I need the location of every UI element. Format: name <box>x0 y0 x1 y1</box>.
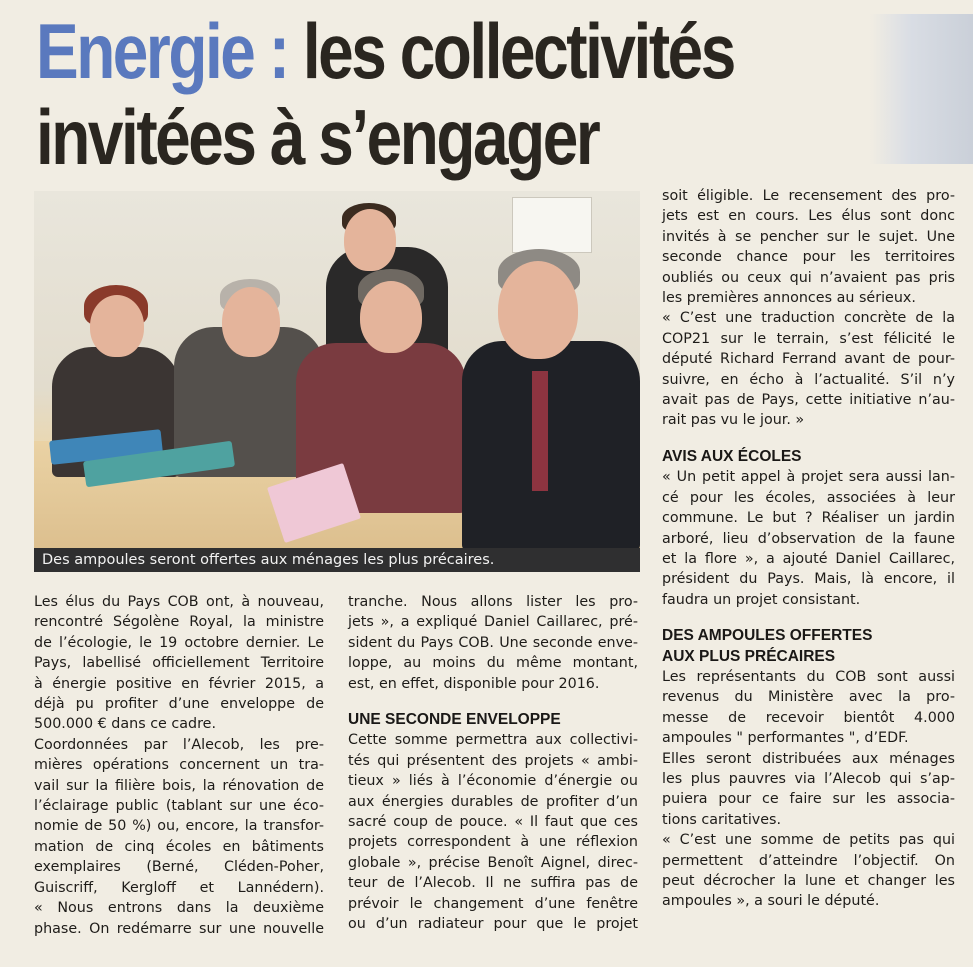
body-line: rait pas vu le jour. » <box>662 412 805 429</box>
body-line: sacré coup de pouce. « Il faut que ces <box>348 814 638 831</box>
paragraph-gap <box>662 610 955 626</box>
body-line: nomie de 50 %) ou, encore, la transfor- <box>34 818 324 835</box>
body-line: suivre, en écho à l’actualité. S’il n’y <box>662 371 955 388</box>
body-line: jets », a expliqué Daniel Caillarec, pré- <box>348 614 638 631</box>
section-heading: UNE SECONDE ENVELOPPE <box>348 711 561 729</box>
body-line: vail sur la filière bois, la rénovation de <box>34 777 324 794</box>
body-line: invités à se pencher sur le sujet. Une <box>662 228 955 245</box>
section-heading: DES AMPOULES OFFERTES <box>662 627 873 645</box>
body-line: tranche. Nous allons lister les pro- <box>348 594 638 610</box>
body-line: faudra un projet consistant. <box>662 591 861 608</box>
body-line: avait pas de Pays, cette initiative n’au- <box>662 392 955 409</box>
body-line: Coordonnées par l’Alecob, les pre- <box>34 736 324 753</box>
body-line: phase. On redémarre sur une nouvelle <box>34 920 324 937</box>
body-line: de l’écologie, le 19 octobre dernier. Le <box>34 634 324 651</box>
body-line: « C’est une traduction concrète de la <box>662 310 955 327</box>
body-line: puiera pour ce faire sur les associa- <box>662 791 955 808</box>
body-line: prévoir le changement d’une fenêtre <box>348 895 638 912</box>
body-line: jets est en cours. Les élus sont donc <box>662 208 955 225</box>
body-line: ampoules », a souri le député. <box>662 893 880 910</box>
body-line: l’éclairage public (tablant sur une éco- <box>34 798 324 815</box>
body-line: « Nous entrons dans la deuxième <box>34 900 324 917</box>
body-line: revenus du Ministère avec la pro- <box>662 689 955 706</box>
body-line: messe de recevoir bientôt 4.000 <box>662 709 955 726</box>
body-line: oubliés ou ceux qui n’avaient pas pris <box>662 269 955 286</box>
section-heading: AVIS AUX ÉCOLES <box>662 447 802 465</box>
body-line: mation de cinq écoles en bâtiments <box>34 838 324 855</box>
body-line: tés qui présentent des projets « ambi- <box>348 752 638 769</box>
body-line: et la flore », a ajouté Daniel Caillarec, <box>662 550 955 567</box>
body-line: rencontré Ségolène Royal, la ministre <box>34 614 324 631</box>
body-line: 500.000 € dans ce cadre. <box>34 716 216 733</box>
body-line: aux énergies durables de profiter d’un <box>348 793 638 810</box>
body-line: déjà pu profiter d’une enveloppe de <box>34 696 324 713</box>
body-line: teur de l’Alecob. Il ne suffira pas de <box>348 875 638 892</box>
body-line: est, en effet, disponible pour 2016. <box>348 675 600 692</box>
article-photo <box>34 191 640 548</box>
body-line: ampoules " performantes ", d’EDF. <box>662 730 909 747</box>
body-line: arboré, lieu d’observation de la faune <box>662 530 955 547</box>
body-line: seconde chance pour les territoires <box>662 249 955 266</box>
body-line: mières opérations concernent un tra- <box>34 757 324 774</box>
body-line: « Un petit appel à projet sera aussi lan- <box>662 469 955 486</box>
headline-keyword: Energie : <box>36 7 288 95</box>
wall-poster <box>512 197 592 253</box>
body-line: député Richard Ferrand avant de pour- <box>662 351 955 368</box>
body-line: permettent d’atteindre l’objectif. On <box>662 852 955 869</box>
adjacent-article-fragment <box>870 14 973 164</box>
body-line: commune. Le but ? Réaliser un jardin <box>662 510 955 527</box>
paragraph-gap <box>662 431 955 447</box>
body-line: loppe, au moins du même montant, <box>348 655 638 672</box>
body-line: exemplaires (Berné, Cléden-Poher, <box>34 859 324 876</box>
body-line: Cette somme permettra aux collectivi- <box>348 732 638 749</box>
section-heading: AUX PLUS PRÉCAIRES <box>662 647 836 665</box>
paragraph-gap <box>348 694 638 710</box>
body-line: peut décrocher la lune et changer les <box>662 873 955 889</box>
body-line: tieux » liés à l’économie d’énergie ou <box>348 773 638 790</box>
article-column-1 <box>34 592 324 939</box>
article-column-2 <box>348 592 638 935</box>
body-line: à énergie positive en février 2015, a <box>34 675 324 692</box>
body-line: Les représentants du COB sont aussi <box>662 668 955 685</box>
headline-line-2: invitées à s’engager <box>36 93 599 181</box>
photo-caption: Des ampoules seront offertes aux ménages les plus précaires. <box>34 548 640 572</box>
body-line: ou d’un radiateur pour que le projet <box>348 916 638 933</box>
body-line: Guiscriff, Kergloff et Lannédern). <box>34 879 324 896</box>
body-line: cé pour les écoles, associées à leur <box>662 489 955 506</box>
body-line: soit éligible. Le recensement des pro- <box>662 188 955 204</box>
body-line: Pays, labellisé officiellement Territoire <box>34 655 324 672</box>
body-line: Les élus du Pays COB ont, à nouveau, <box>34 594 324 610</box>
body-line: COP21 sur le terrain, s’est félicité le <box>662 330 955 347</box>
body-line: Elles seront distribuées aux ménages <box>662 750 955 767</box>
headline-line-1 <box>36 8 774 94</box>
body-line: les premières annonces au sérieux. <box>662 290 916 307</box>
body-line: sident du Pays COB. Une seconde enve- <box>348 634 638 651</box>
article-headline <box>36 8 774 180</box>
headline-line-1-rest: les collectivités <box>302 7 734 95</box>
body-line: « C’est une somme de petits pas qui <box>662 832 955 849</box>
body-line: projets correspondent à une réflexion <box>348 834 638 851</box>
body-line: président du Pays. Mais, là encore, il <box>662 571 955 588</box>
article-column-3 <box>662 186 955 912</box>
body-line: globale », précise Benoît Aignel, direc- <box>348 854 638 871</box>
body-line: tions caritatives. <box>662 811 782 828</box>
body-line: les plus pauvres via l’Alecob qui s’ap- <box>662 770 955 787</box>
